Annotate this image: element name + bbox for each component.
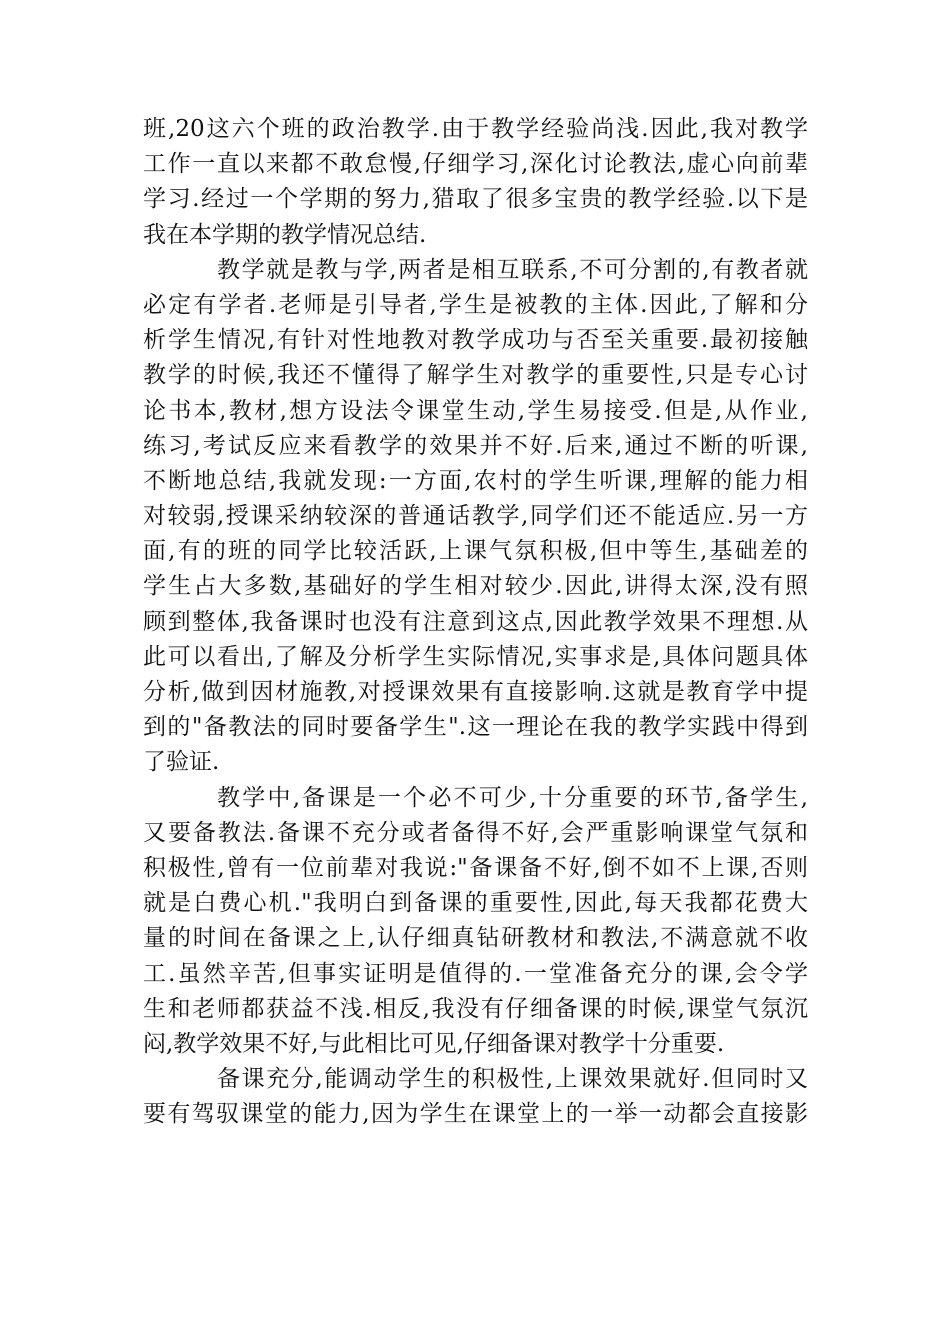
text-line: 分析,做到因材施教,对授课效果有直接影响.这就是教育学中提 (143, 679, 808, 705)
text-line: 就是白费心机."我明白到备课的重要性,因此,每天我都花费大 (143, 890, 808, 917)
text-line: 顾到整体,我备课时也没有注意到这点,因此教学效果不理想.从 (143, 608, 808, 635)
text-line: 到的"备教法的同时要备学生".这一理论在我的教学实践中得到 (143, 714, 808, 741)
text-line: 此可以看出,了解及分析学生实际情况,实事求是,具体问题具体 (143, 643, 808, 670)
text-line: 备课充分,能调动学生的积极性,上课效果就好.但同时又 (217, 1066, 808, 1093)
text-line: 学习.经过一个学期的努力,猎取了很多宝贵的教学经验.以下是 (143, 186, 808, 213)
paragraph (143, 1062, 808, 1132)
text-line: 教学的时候,我还不懂得了解学生对教学的重要性,只是专心讨 (143, 362, 808, 389)
text-line: 教学中,备课是一个必不可少,十分重要的环节,备学生, (217, 784, 808, 811)
text-line: 对较弱,授课采纳较深的普通话教学,同学们还不能适应.另一方 (143, 503, 808, 530)
text-line: 论书本,教材,想方设法令课堂生动,学生易接受.但是,从作业, (143, 397, 808, 424)
text-line: 析学生情况,有针对性地教对教学成功与否至关重要.最初接触 (143, 327, 808, 354)
text-line: 不断地总结,我就发现:一方面,农村的学生听课,理解的能力相 (143, 467, 808, 494)
text-line: 我在本学期的教学情况总结. (143, 221, 427, 248)
text-line: 量的时间在备课之上,认仔细真钻研教材和教法,不满意就不收 (143, 925, 808, 952)
text-line: 工作一直以来都不敢怠慢,仔细学习,深化讨论教法,虚心向前辈 (143, 151, 808, 178)
text-line: 面,有的班的同学比较活跃,上课气氛积极,但中等生,基础差的 (143, 538, 808, 565)
text-line: 教学就是教与学,两者是相互联系,不可分割的,有教者就 (217, 256, 808, 283)
text-line: 了验证. (143, 749, 220, 776)
text-line: 要有驾驭课堂的能力,因为学生在课堂上的一举一动都会直接影 (143, 1101, 808, 1128)
paragraph (143, 253, 808, 781)
paragraph (143, 112, 808, 253)
document-body (143, 112, 808, 1132)
text-line: 工.虽然辛苦,但事实证明是值得的.一堂准备充分的课,会令学 (143, 960, 808, 987)
text-line: 又要备教法.备课不充分或者备得不好,会严重影响课堂气氛和 (143, 819, 808, 846)
text-line: 班,20这六个班的政治教学.由于教学经验尚浅.因此,我对教学 (143, 116, 808, 142)
text-line: 生和老师都获益不浅.相反,我没有仔细备课的时候,课堂气氛沉 (143, 995, 808, 1022)
text-line: 练习,考试反应来看教学的效果并不好.后来,通过不断的听课, (143, 432, 808, 459)
text-line: 积极性,曾有一位前辈对我说:"备课备不好,倒不如不上课,否则 (143, 854, 808, 881)
text-line: 必定有学者.老师是引导者,学生是被教的主体.因此,了解和分 (143, 291, 808, 318)
text-line: 学生占大多数,基础好的学生相对较少.因此,讲得太深,没有照 (143, 573, 808, 600)
text-line: 闷,教学效果不好,与此相比可见,仔细备课对教学十分重要. (143, 1030, 725, 1057)
paragraph (143, 781, 808, 1063)
